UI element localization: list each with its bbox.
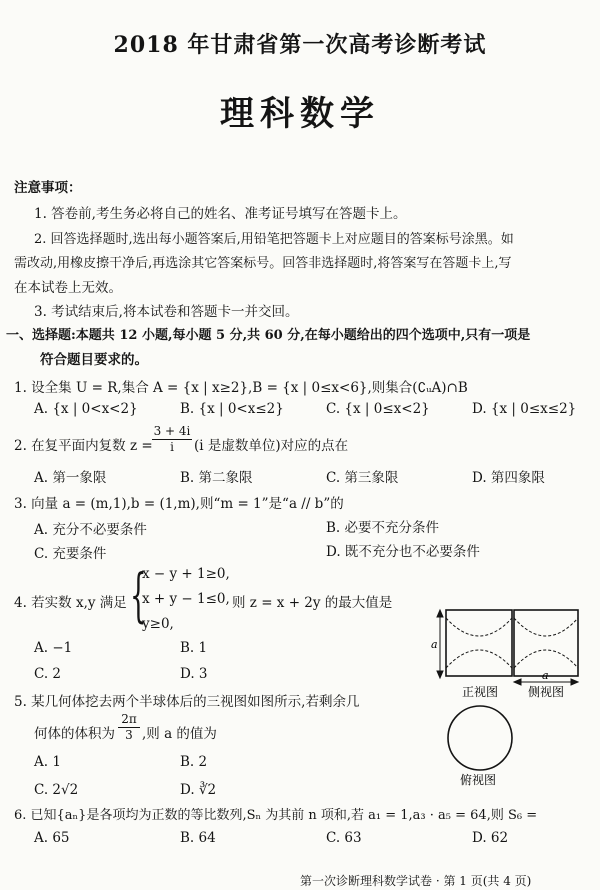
question-1-option-a: A. {x | 0<x<2} [34, 401, 138, 417]
question-3-option-a: A. 充分不必要条件 [34, 522, 147, 538]
question-5-numerator: 2π [121, 712, 137, 726]
dimension-label-horizontal: a [542, 669, 549, 682]
question-5-fraction [118, 712, 140, 742]
question-2-option-c: C. 第三象限 [326, 470, 399, 486]
question-5-option-d: D. ∛2 [180, 782, 217, 798]
question-4-option-c: C. 2 [34, 666, 62, 682]
front-view-label: 正视图 [462, 685, 499, 699]
question-6-option-d: D. 62 [472, 830, 509, 846]
question-1-option-d: D. {x | 0≤x≤2} [472, 401, 577, 417]
question-2-option-a: A. 第一象限 [34, 470, 107, 486]
question-3-option-b: B. 必要不充分条件 [326, 520, 440, 536]
question-3-option-d: D. 既不充分也不必要条件 [326, 544, 480, 560]
question-6-option-b: B. 64 [180, 830, 216, 846]
section-1-line-2: 符合题目要求的。 [40, 352, 148, 368]
question-6-stem: 6. 已知{aₙ}是各项均为正数的等比数列,Sₙ 为其前 n 项和,若 a₁ = 1,a₃ · a₅ = 64,则 S₆ = [14, 808, 538, 823]
question-1-option-b: B. {x | 0<x≤2} [180, 401, 284, 417]
question-4-constraint-1: x − y + 1≥0, [142, 566, 230, 582]
question-6-option-c: C. 63 [326, 830, 362, 846]
page-footer: 第一次诊断理科数学试卷 · 第 1 页(共 4 页) [300, 874, 532, 888]
question-6-option-a: A. 65 [34, 830, 70, 846]
question-5-option-a: A. 1 [34, 754, 61, 770]
question-2-numerator: 3 + 4i [153, 424, 191, 438]
question-3-stem: 3. 向量 a = (m,1),b = (1,m),则“m = 1”是“a // b”的 [14, 496, 344, 512]
three-view-figure [428, 600, 598, 790]
section-1-line-1: 一、选择题:本题共 12 小题,每小题 5 分,共 60 分,在每小题给出的四个选项中,只有一项是 [6, 328, 531, 343]
question-2-denominator: i [152, 439, 192, 454]
question-4-option-d: D. 3 [180, 666, 208, 682]
question-1-stem: 1. 设全集 U = R,集合 A = {x | x≥2},B = {x | 0≤x<6},则集合(∁ᵤA)∩B [14, 380, 468, 396]
notice-item-2-line-1: 2. 回答选择题时,选出每小题答案后,用铅笔把答题卡上对应题目的答案标号涂黑。如 [34, 232, 514, 247]
dimension-arrow-vertical [437, 610, 443, 678]
front-view [446, 610, 512, 676]
notice-item-2-line-2: 需改动,用橡皮擦干净后,再选涂其它答案标号。回答非选择题时,将答案写在答题卡上,写 [14, 256, 512, 271]
question-5-line-2-suffix: ,则 a 的值为 [142, 726, 217, 742]
left-brace-symbol: { [130, 561, 147, 629]
question-5-option-b: B. 2 [180, 754, 208, 770]
question-1-option-c: C. {x | 0≤x<2} [326, 401, 430, 417]
question-2-option-b: B. 第二象限 [180, 470, 253, 486]
question-4-constraint-3: y≥0, [142, 616, 174, 632]
question-2-suffix: (i 是虚数单位)对应的点在 [194, 438, 349, 454]
notice-heading: 注意事项： [14, 180, 82, 196]
notice-item-1: 1. 答卷前,考生务必将自己的姓名、准考证号填写在答题卡上。 [34, 206, 407, 222]
exam-title: 2018 年甘肃省第一次高考诊断考试 [113, 32, 487, 58]
question-5-line-1: 5. 某几何体挖去两个半球体后的三视图如图所示,若剩余几 [14, 694, 360, 710]
top-view-label: 俯视图 [460, 773, 497, 787]
question-5-denominator: 3 [118, 727, 140, 742]
top-view [448, 706, 512, 770]
question-2-option-d: D. 第四象限 [472, 470, 545, 486]
question-5-option-c: C. 2√2 [34, 782, 79, 798]
question-2-fraction [152, 424, 192, 454]
question-4-option-a: A. −1 [34, 640, 73, 656]
question-4-prefix: 4. 若实数 x,y 满足 [14, 595, 127, 611]
question-4-option-b: B. 1 [180, 640, 208, 656]
question-3-option-c: C. 充要条件 [34, 546, 107, 562]
question-5-line-2-prefix: 何体的体积为 [34, 726, 115, 742]
side-view [514, 610, 578, 676]
notice-item-2-line-3: 在本试卷上无效。 [14, 280, 122, 296]
question-4-suffix: 则 z = x + 2y 的最大值是 [232, 595, 393, 611]
subject-title: 理科数学 [220, 94, 380, 134]
side-view-label: 侧视图 [528, 685, 565, 699]
notice-item-3: 3. 考试结束后,将本试卷和答题卡一并交回。 [34, 304, 299, 320]
question-4-constraint-2: x + y − 1≤0, [142, 591, 230, 607]
question-2-prefix: 2. 在复平面内复数 z = [14, 438, 153, 454]
dimension-label-vertical: a [431, 638, 438, 651]
